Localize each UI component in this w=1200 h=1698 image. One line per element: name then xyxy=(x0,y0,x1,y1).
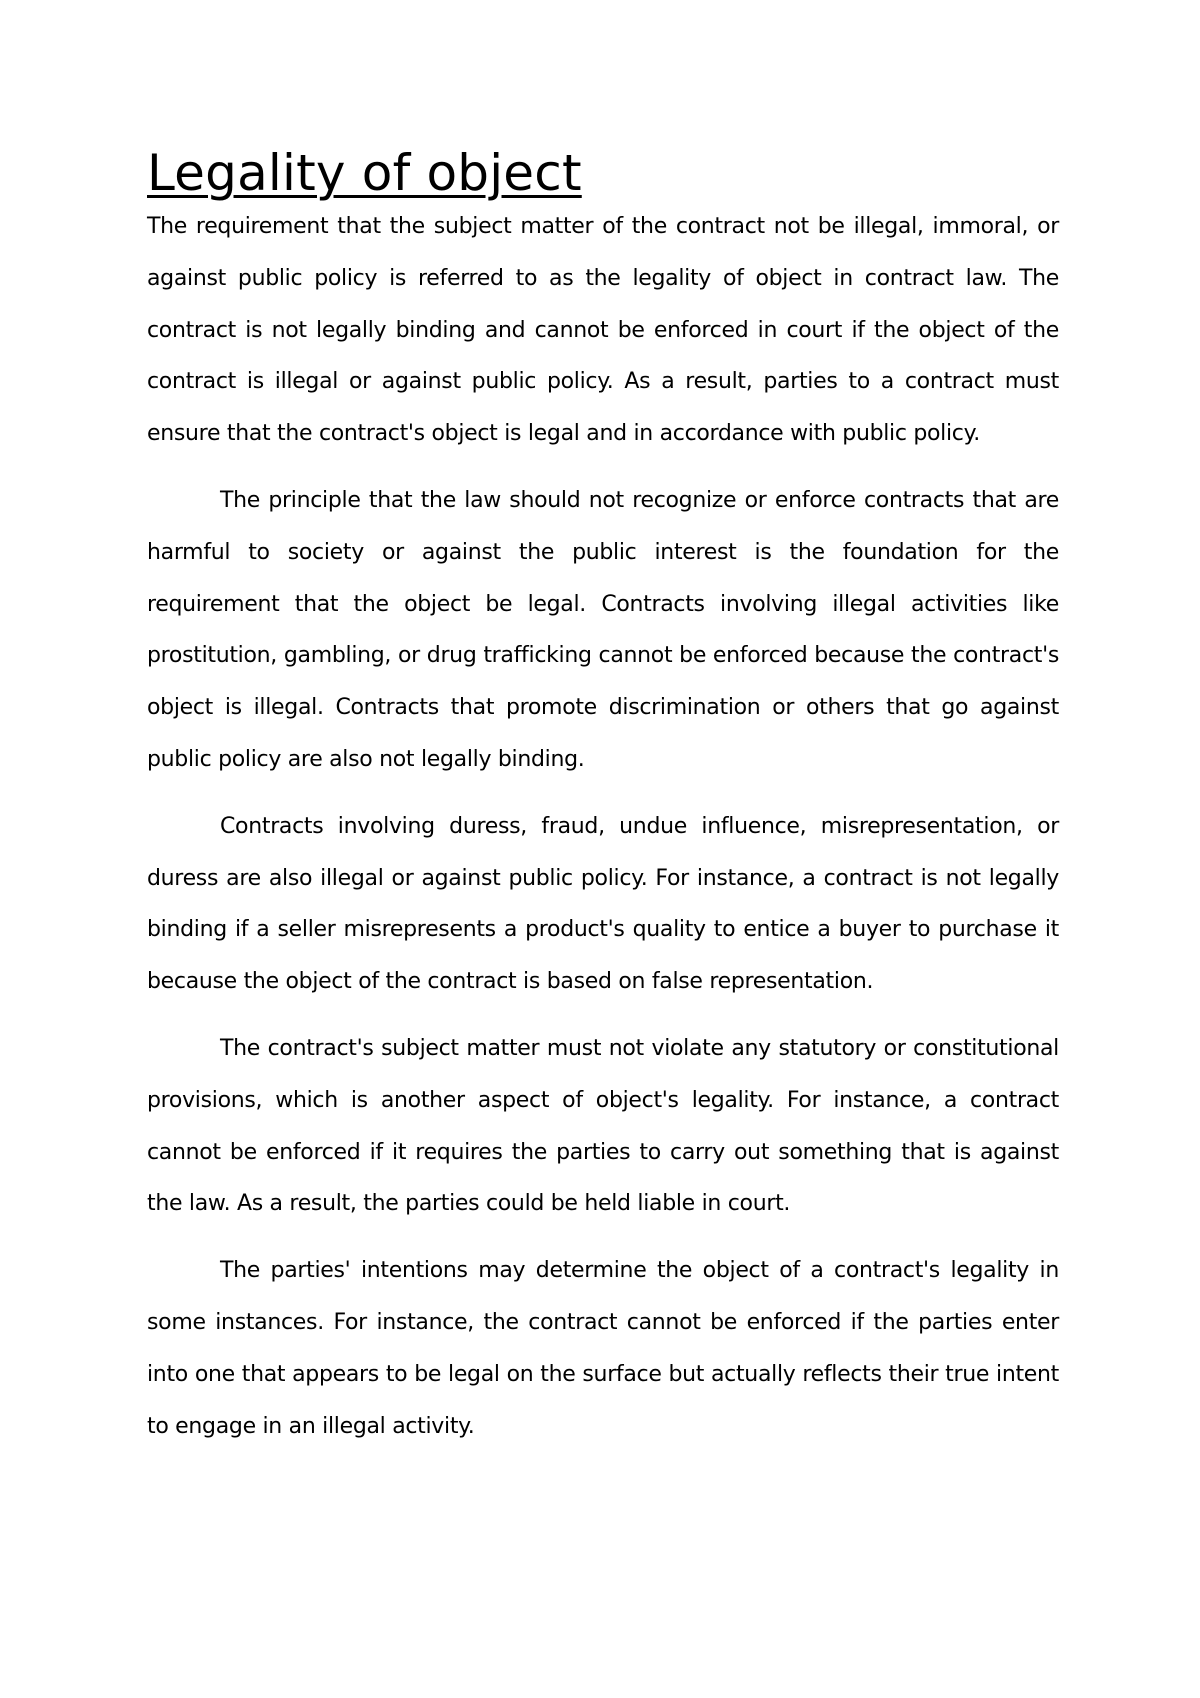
paragraph-3: Contracts involving duress, fraud, undue influence, misrepresentation, or duress are also illegal or against public policy. For instance, a contract is not legally binding if a seller misrepresents a product's quality to entice a buyer to purchase it because the object of the contract is based on false representation. xyxy=(147,813,1059,995)
document-page xyxy=(147,140,1059,1452)
document-title: Legality of object xyxy=(147,144,582,202)
paragraph-4: The contract's subject matter must not violate any statutory or constitutional provisions, which is another aspect of object's legality. For instance, a contract cannot be enforced if it requires the parties to carry out something that is against the law. As a result, the parties could be held liable in court. xyxy=(147,1035,1059,1217)
paragraph-1: The requirement that the subject matter of the contract not be illegal, immoral, or against public policy is referred to as the legality of object in contract law. The contract is not legally binding and cannot be enforced in court if the object of the contract is illegal or against public policy. As a result, parties to a contract must ensure that the contract's object is legal and in accordance with public policy. xyxy=(147,214,1059,447)
paragraph-2: The principle that the law should not recognize or enforce contracts that are harmful to society or against the public interest is the foundation for the requirement that the object be legal. Contracts involving illegal activities like prostitution, gambling, or drug trafficking cannot be enforced because the contract's object is illegal. Contracts that promote discrimination or others that go against public policy are also not legally binding. xyxy=(147,487,1059,772)
paragraph-5: The parties' intentions may determine the object of a contract's legality in some instances. For instance, the contract cannot be enforced if the parties enter into one that appears to be legal on the surface but actually reflects their true intent to engage in an illegal activity. xyxy=(147,1258,1059,1439)
